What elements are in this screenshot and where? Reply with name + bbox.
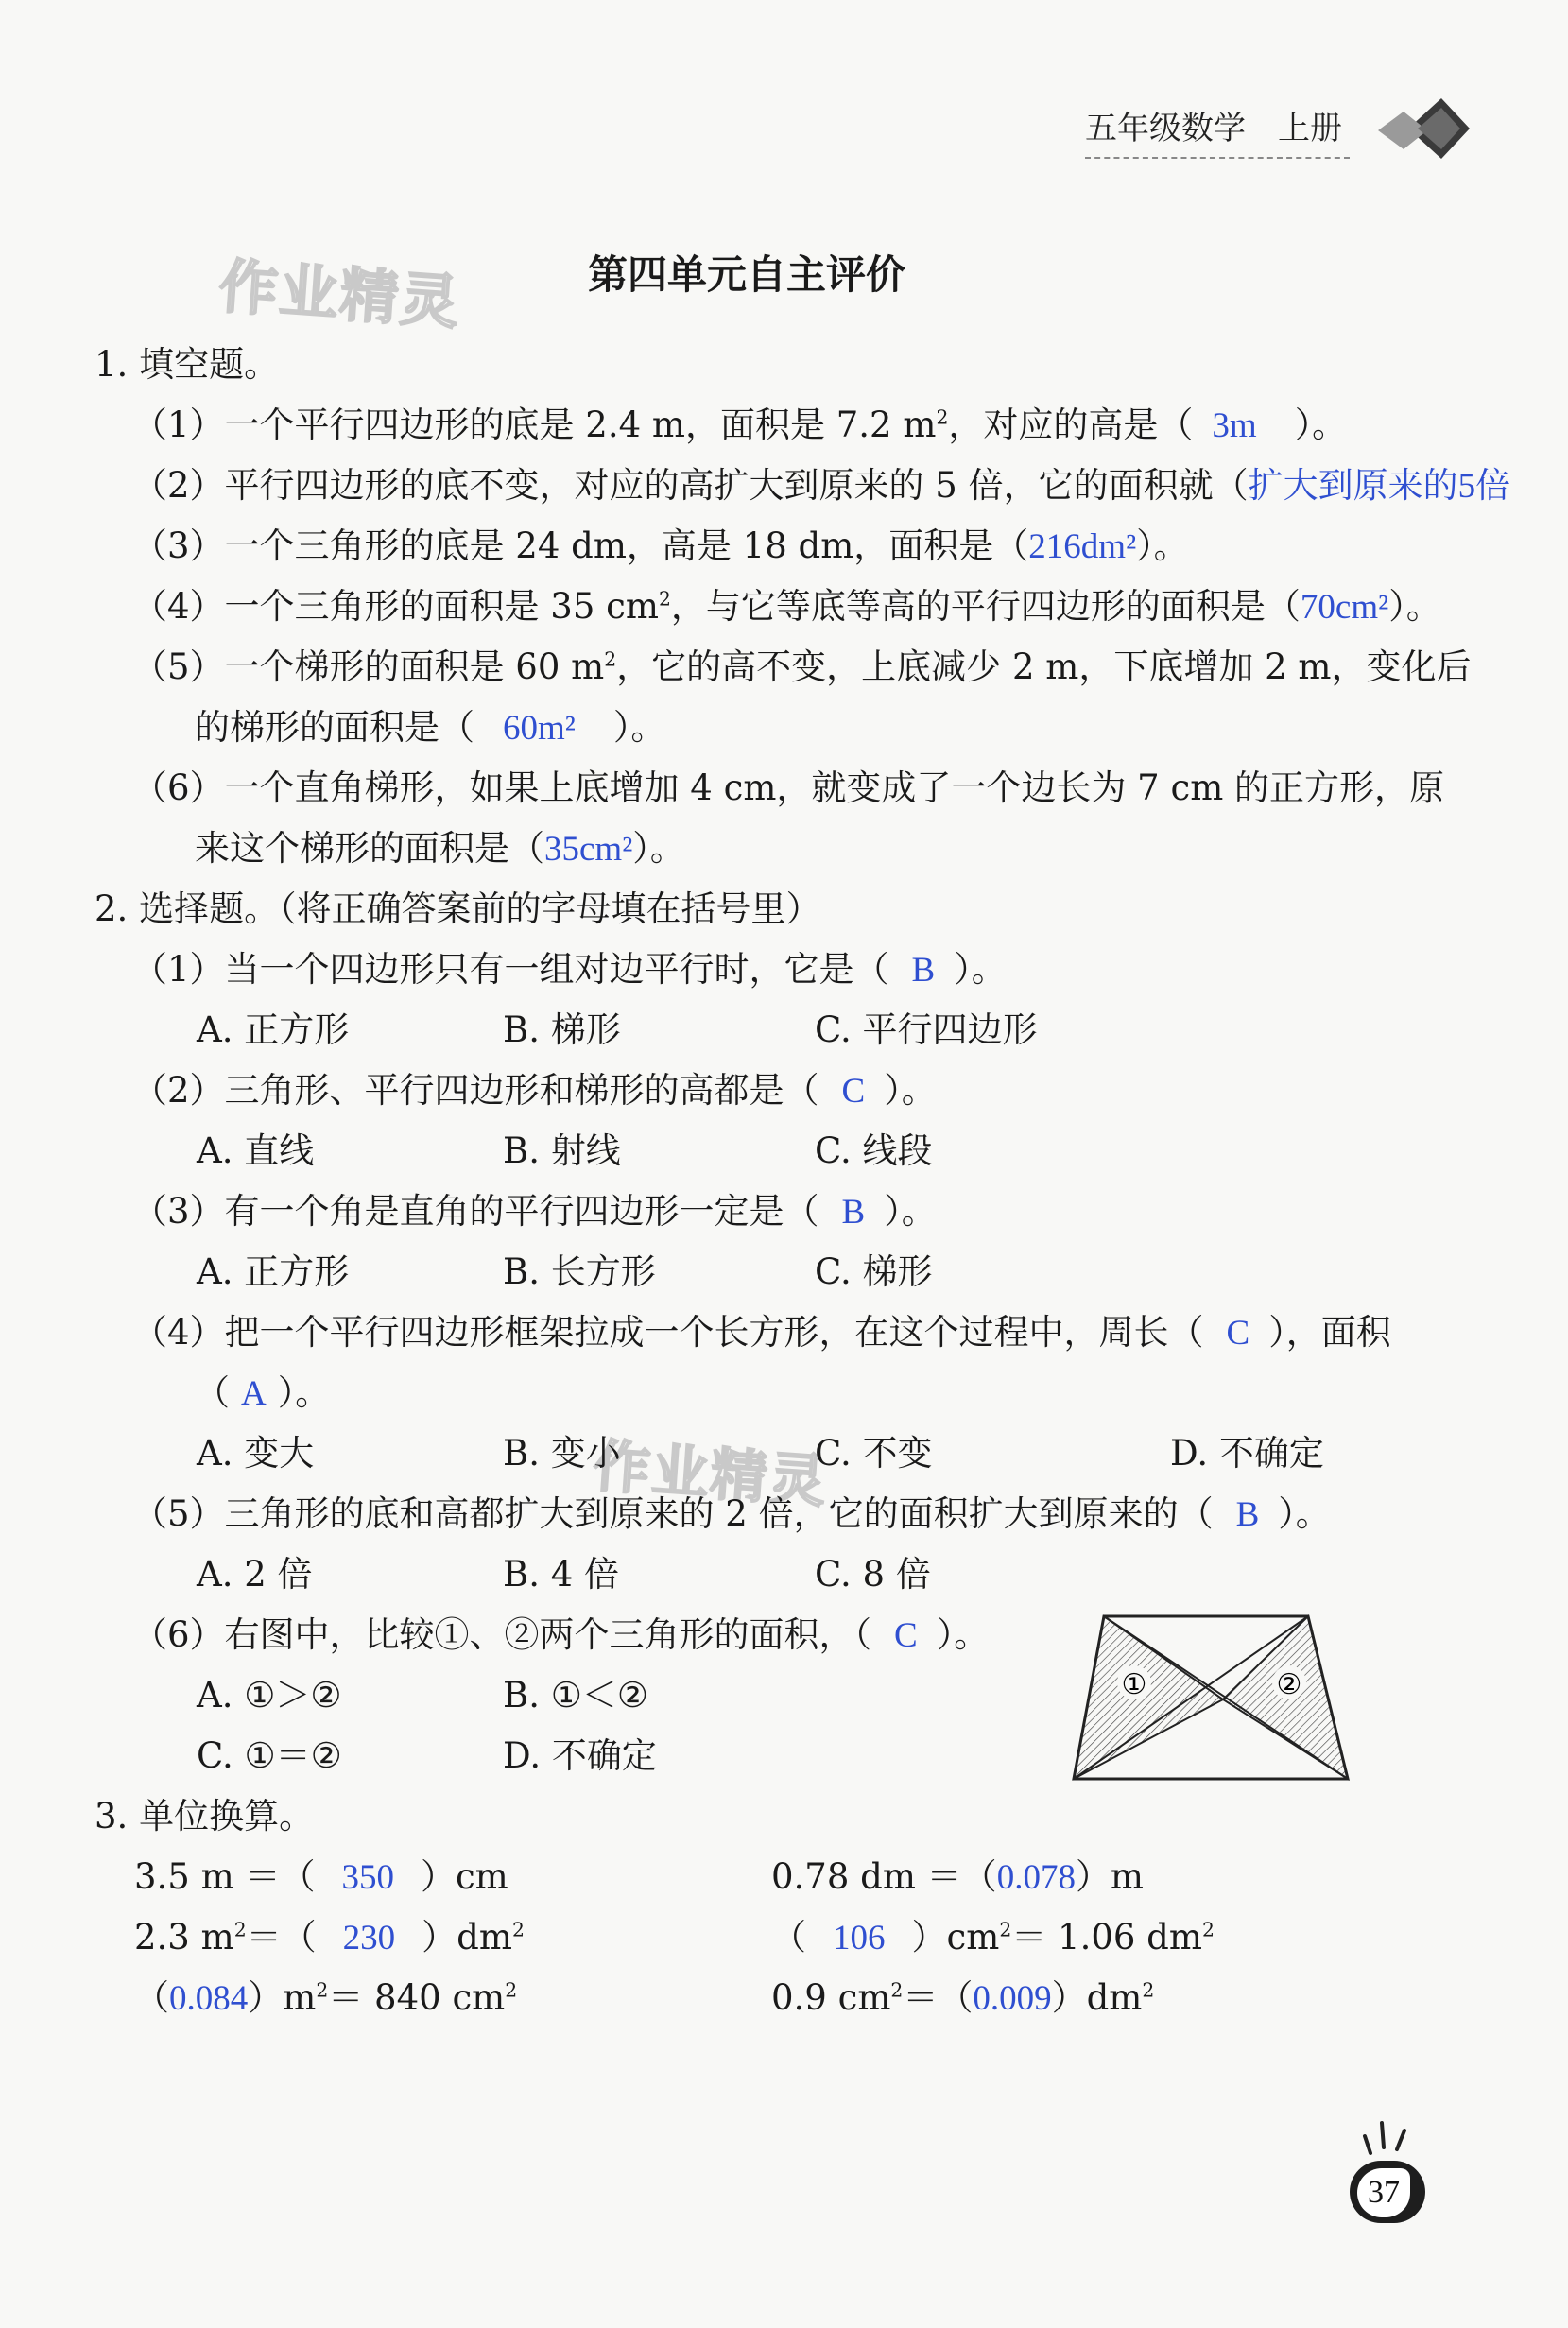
s2-q4-line1: （4）把一个平行四边形框架拉成一个长方形，在这个过程中，周长（ C ），面积	[132, 1312, 1391, 1353]
s3-r3-left: $(0.084)m^2= 840$ $cm^2$	[134, 1977, 518, 2018]
s2-q4-option-c: C. 不变	[815, 1433, 933, 1474]
s3-r1-left: 3.5 m ＝（ 350 ）cm	[134, 1856, 508, 1897]
s1-q2-answer: 扩大到原来的5倍	[1248, 467, 1511, 506]
s1-q5-answer: 60m²	[503, 709, 576, 748]
s2-q5-option-b: B. 4 倍	[503, 1554, 620, 1595]
s2-q6-option-d: D. 不确定	[503, 1735, 657, 1776]
s1-q6-line2: 来这个梯形的面积是（35cm²）。	[195, 828, 685, 869]
s3-r3-left-answer: 0.084	[169, 1979, 249, 2018]
s2-q4-option-b: B. 变小	[503, 1433, 621, 1474]
page-title: 第四单元自主评价	[587, 251, 905, 298]
s2-q5: （5）三角形的底和高都扩大到原来的 2 倍，它的面积扩大到原来的（ B ）。	[132, 1493, 1331, 1534]
s2-q4-answer-1: C	[1226, 1314, 1250, 1353]
watermark-middle: 作业精灵	[591, 1433, 830, 1516]
s2-q1: （1）当一个四边形只有一组对边平行时，它是（ B ）。	[132, 949, 1007, 990]
s2-q2-option-b: B. 射线	[503, 1130, 621, 1171]
s2-q4-option-d: D. 不确定	[1170, 1433, 1324, 1474]
s2-q5-option-a: A. 2 倍	[197, 1554, 313, 1595]
s2-q1-answer: B	[911, 951, 936, 990]
s2-q2-answer: C	[841, 1072, 866, 1111]
s2-q5-option-c: C. 8 倍	[815, 1554, 931, 1595]
s2-q1-option-b: B. 梯形	[503, 1009, 621, 1050]
s2-q4-line2: （ A ）。	[195, 1372, 331, 1413]
s2-q5-answer: B	[1235, 1495, 1260, 1534]
s2-q6-answer: C	[894, 1616, 918, 1655]
s1-q3-answer: 216dm²	[1028, 527, 1137, 566]
s1-q3: （3）一个三角形的底是 24 dm，高是 18 dm，面积是（216dm²）。	[132, 526, 1189, 566]
s2-q3-option-c: C. 梯形	[815, 1251, 933, 1292]
s1-q5-line1: （5）一个梯形的面积是 60 $m^2$，它的高不变，上底减少 2 m，下底增加 2 m，变化后	[132, 647, 1472, 687]
s3-r1-right-answer: 0.078	[996, 1858, 1076, 1897]
section3-heading: 3. 单位换算。	[95, 1796, 315, 1837]
s2-q2-option-a: A. 直线	[197, 1130, 315, 1171]
triangle-1-label: ①	[1121, 1668, 1147, 1701]
s2-q1-option-c: C. 平行四边形	[815, 1009, 1038, 1050]
s2-q6-option-b: B. ①＜②	[503, 1675, 649, 1716]
s2-q3-option-b: B. 长方形	[503, 1251, 656, 1292]
s2-q3-option-a: A. 正方形	[197, 1251, 350, 1292]
page-number-sparkle-icon	[1361, 2115, 1418, 2163]
s1-q6-answer: 35cm²	[544, 830, 633, 869]
trapezoid-figure	[1066, 1609, 1359, 1788]
s3-r2-right: （ 106 ）$cm^2= 1.06$ $dm^2$	[771, 1917, 1215, 1957]
header-title: 五年级数学 上册	[1085, 110, 1342, 147]
s3-r2-left: 2.3 $m^2=$（ 230 ）$dm^2$	[134, 1917, 525, 1957]
s2-q3: （3）有一个角是直角的平行四边形一定是（ B ）。	[132, 1191, 937, 1232]
s3-r1-right: 0.78 dm ＝（0.078）m	[771, 1856, 1145, 1897]
s2-q4-option-a: A. 变大	[197, 1433, 315, 1474]
s1-q1-answer: 3m	[1212, 406, 1257, 445]
page-number: 37	[1357, 2168, 1410, 2217]
s3-r3-right-answer: 0.009	[973, 1979, 1052, 2018]
s2-q6-option-c: C. ①＝②	[197, 1735, 342, 1776]
page-number-badge	[1350, 2161, 1425, 2223]
s3-r1-left-answer: 350	[341, 1858, 394, 1897]
watermark-top: 作业精灵	[216, 251, 463, 337]
s2-q6: （6）右图中，比较①、②两个三角形的面积，（ C ）。	[132, 1614, 990, 1655]
s3-r3-right: 0.9 $cm^2=(0.009)dm^2$	[771, 1977, 1155, 2018]
s1-q1: （1）一个平行四边形的底是 2.4 m，面积是 7.2 $m^2$，对应的高是（ 3m ）。	[132, 405, 1348, 445]
s3-r2-right-answer: 106	[833, 1919, 886, 1957]
s3-r2-left-answer: 230	[342, 1919, 396, 1957]
s2-q2: （2）三角形、平行四边形和梯形的高都是（ C ）。	[132, 1070, 937, 1111]
s1-q4: （4）一个三角形的面积是 35 $cm^2$，与它等底等高的平行四边形的面积是（70cm²）。	[132, 586, 1441, 627]
s2-q3-answer: B	[841, 1193, 866, 1232]
s2-q6-option-a: A. ①＞②	[197, 1675, 342, 1716]
s1-q5-line2: 的梯形的面积是（ 60m² ）。	[195, 707, 666, 748]
header-divider	[1085, 157, 1350, 159]
triangle-1	[1074, 1616, 1223, 1779]
header-diamond-icon	[1370, 91, 1474, 166]
s1-q2: （2）平行四边形的底不变，对应的高扩大到原来的 5 倍，它的面积就（扩大到原来的5倍	[132, 465, 1511, 506]
s2-q1-option-a: A. 正方形	[197, 1009, 350, 1050]
triangle-2-label: ②	[1276, 1668, 1302, 1701]
s2-q4-answer-2: A	[241, 1374, 267, 1413]
s1-q6-line1: （6）一个直角梯形，如果上底增加 4 cm，就变成了一个边长为 7 cm 的正方形，原	[132, 767, 1445, 808]
s1-q4-answer: 70cm²	[1300, 588, 1389, 627]
s2-q2-option-c: C. 线段	[815, 1130, 933, 1171]
section1-heading: 1. 填空题。	[95, 344, 280, 385]
section2-heading: 2. 选择题。（将正确答案前的字母填在括号里）	[95, 888, 821, 929]
